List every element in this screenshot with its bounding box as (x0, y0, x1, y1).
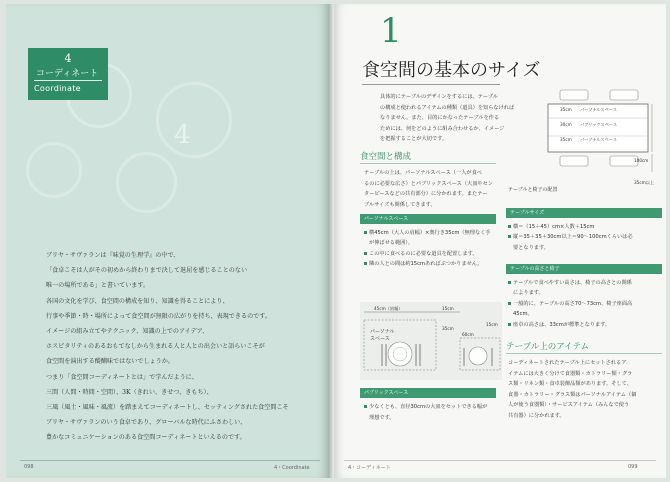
bullet-icon (508, 323, 511, 326)
table-size-bar: テーブルサイズ (506, 208, 662, 218)
table-size-bullets: 横＝（15＋45）cm×人数＋15cm 縦＝35＋35＋30cm以上＝90〜100cmくらいは必 要となります。 (508, 222, 633, 253)
dim-35cm-depth: 35cm (442, 326, 454, 331)
bullet-icon (364, 262, 367, 265)
public-space-label: パブリックスペース (580, 122, 618, 127)
bullet-icon (364, 231, 367, 234)
bullet-icon (508, 235, 511, 238)
table-structure-text: テーブルの上は、パーソナルスペース（一人が食べ るのに必要な広さ）とパブリックスペース（大皿やセン ターピースなどの共有部分）に分かれます。またテー ブルサイズも関係してきます。 (364, 170, 493, 208)
running-footer: 4・コーディネート (348, 465, 391, 471)
bullet-icon (508, 225, 511, 228)
heading-table-structure: 食空間と構成 (360, 152, 412, 162)
intro-text: ブリヤ・サヴァランは『味覚の生理学』の中で、 「食卓こそは人がその初めから終わりまで決して退屈を感じることのない 唯一の場所である」と書いています。 各国の文化を学び、食空間の構成を知り、知識を得ることにより、 行事や季節・時・場所によって食空間が無限の広がりを持ち、表現できるのです。 イメージの組み立てやテクニック、知識の上でのアイデア、 ホスピタリティのあるおもてなしから生まれる人と人との出会いと語らいこそが 食空間を演出する醍醐味ではないでしょうか。 つまり「食空間コーディネートとは」で学んだように、 三間（人間・時間・空間）、3K（きれい、きせつ、きもち）、 三風（風土・風味・風流）を踏まえてコーディネートし、セッティングされた食空間こそ ブリヤ・サヴァランのいう食卓であり、グローバルな時代にふさわしい、 豊かなコミュニケーションのある食空間コーディネートといえるのです。 (46, 252, 289, 442)
dim-60cm: 60cm (462, 332, 474, 337)
dim-30cm: 30cm (560, 122, 572, 127)
personal-space-bullets: 横45cm（大人の肩幅）×奥行き35cm（無理なく手 が伸ばせる範囲）。 この中に食べるのに必要な道具を配置します。 隣の人との間は約15cmあればぶつかりません。 (364, 228, 491, 270)
chapter-badge (28, 48, 108, 100)
personal-space-label-2: パーソナルスペース (580, 137, 617, 142)
bullet-icon (508, 281, 511, 284)
dim-100cm: 100cm (634, 158, 649, 163)
running-footer: 4・Coordinate (274, 465, 310, 471)
bullet-icon (508, 302, 511, 305)
footer-rule (344, 460, 656, 461)
right-page (334, 4, 666, 478)
lead-text: 具体的にテーブルのデザインをするには、テーブル の構成と使われるアイテムの種類（道具）を知らなければ なりません。また、目的にかなったテーブルを作る ためには、何をどのように組み合わせるか、イメージ を把握することが大切です。 (380, 94, 515, 143)
dim-35cm-min: 35cm以上 (634, 180, 655, 185)
section-title: 食空間の基本のサイズ (362, 60, 541, 81)
decor-chapter-number: 4 (174, 120, 191, 150)
dim-15cm-b: 15cm (486, 322, 498, 327)
footer-rule (20, 460, 320, 461)
personal-space-label-1: パーソナルスペース (580, 107, 617, 112)
dim-35cm-bottom: 35cm (560, 137, 572, 142)
chapter-title: コーディネート (36, 69, 99, 79)
section-number: 1 (380, 11, 402, 51)
heading-rule (360, 163, 496, 164)
heading-table-items: テーブル上のアイテム (506, 342, 590, 352)
chapter-divider (34, 80, 102, 81)
title-rule (362, 84, 500, 85)
chapter-title-en: Coordinate (34, 84, 81, 93)
personal-space-diagram-label: パーソナル スペース (370, 329, 395, 342)
bullet-icon (364, 405, 367, 408)
chapter-number: 4 (64, 52, 72, 65)
heading-rule (506, 353, 662, 354)
table-items-text: コーディネートされたテーブル上にセットされるア イテムには大きく分けて食器類・カトラリー類・グラ ス類・リネン類・食卓装飾品類があります。そして、 食器・カトラリー・グラス類はパーソナルアイテム（個 人が使う食器類）・サービスアイテム（みんなで使う 共有器）に分かれます。 (508, 360, 637, 419)
diagram-caption: テーブルと椅子の配置 (508, 187, 558, 193)
left-page (6, 4, 328, 478)
personal-space-bar: パーソナルスペース (360, 214, 496, 224)
public-space-bar: パブリックスペース (360, 388, 496, 398)
page-number: 098 (24, 464, 34, 470)
dim-35cm-top: 35cm (560, 107, 572, 112)
table-height-bullets: テーブルで食べやすい高さは、椅子の高さとの関係 によります。 一般的に、テーブルの高さ70〜73cm、椅子座面高 45cm。 座卓の高さは、33cmが標準となります。 (508, 278, 632, 330)
table-height-bar: テーブルの高さと椅子 (506, 264, 662, 274)
public-space-text: 少なくとも、直径30cmの大皿をセットできる幅が 理想です。 (364, 402, 487, 423)
page-number: 099 (628, 464, 638, 470)
dim-15cm: 15cm (442, 306, 454, 311)
dim-45cm: 45cm（肩幅） (374, 306, 403, 311)
bullet-icon (364, 252, 367, 255)
